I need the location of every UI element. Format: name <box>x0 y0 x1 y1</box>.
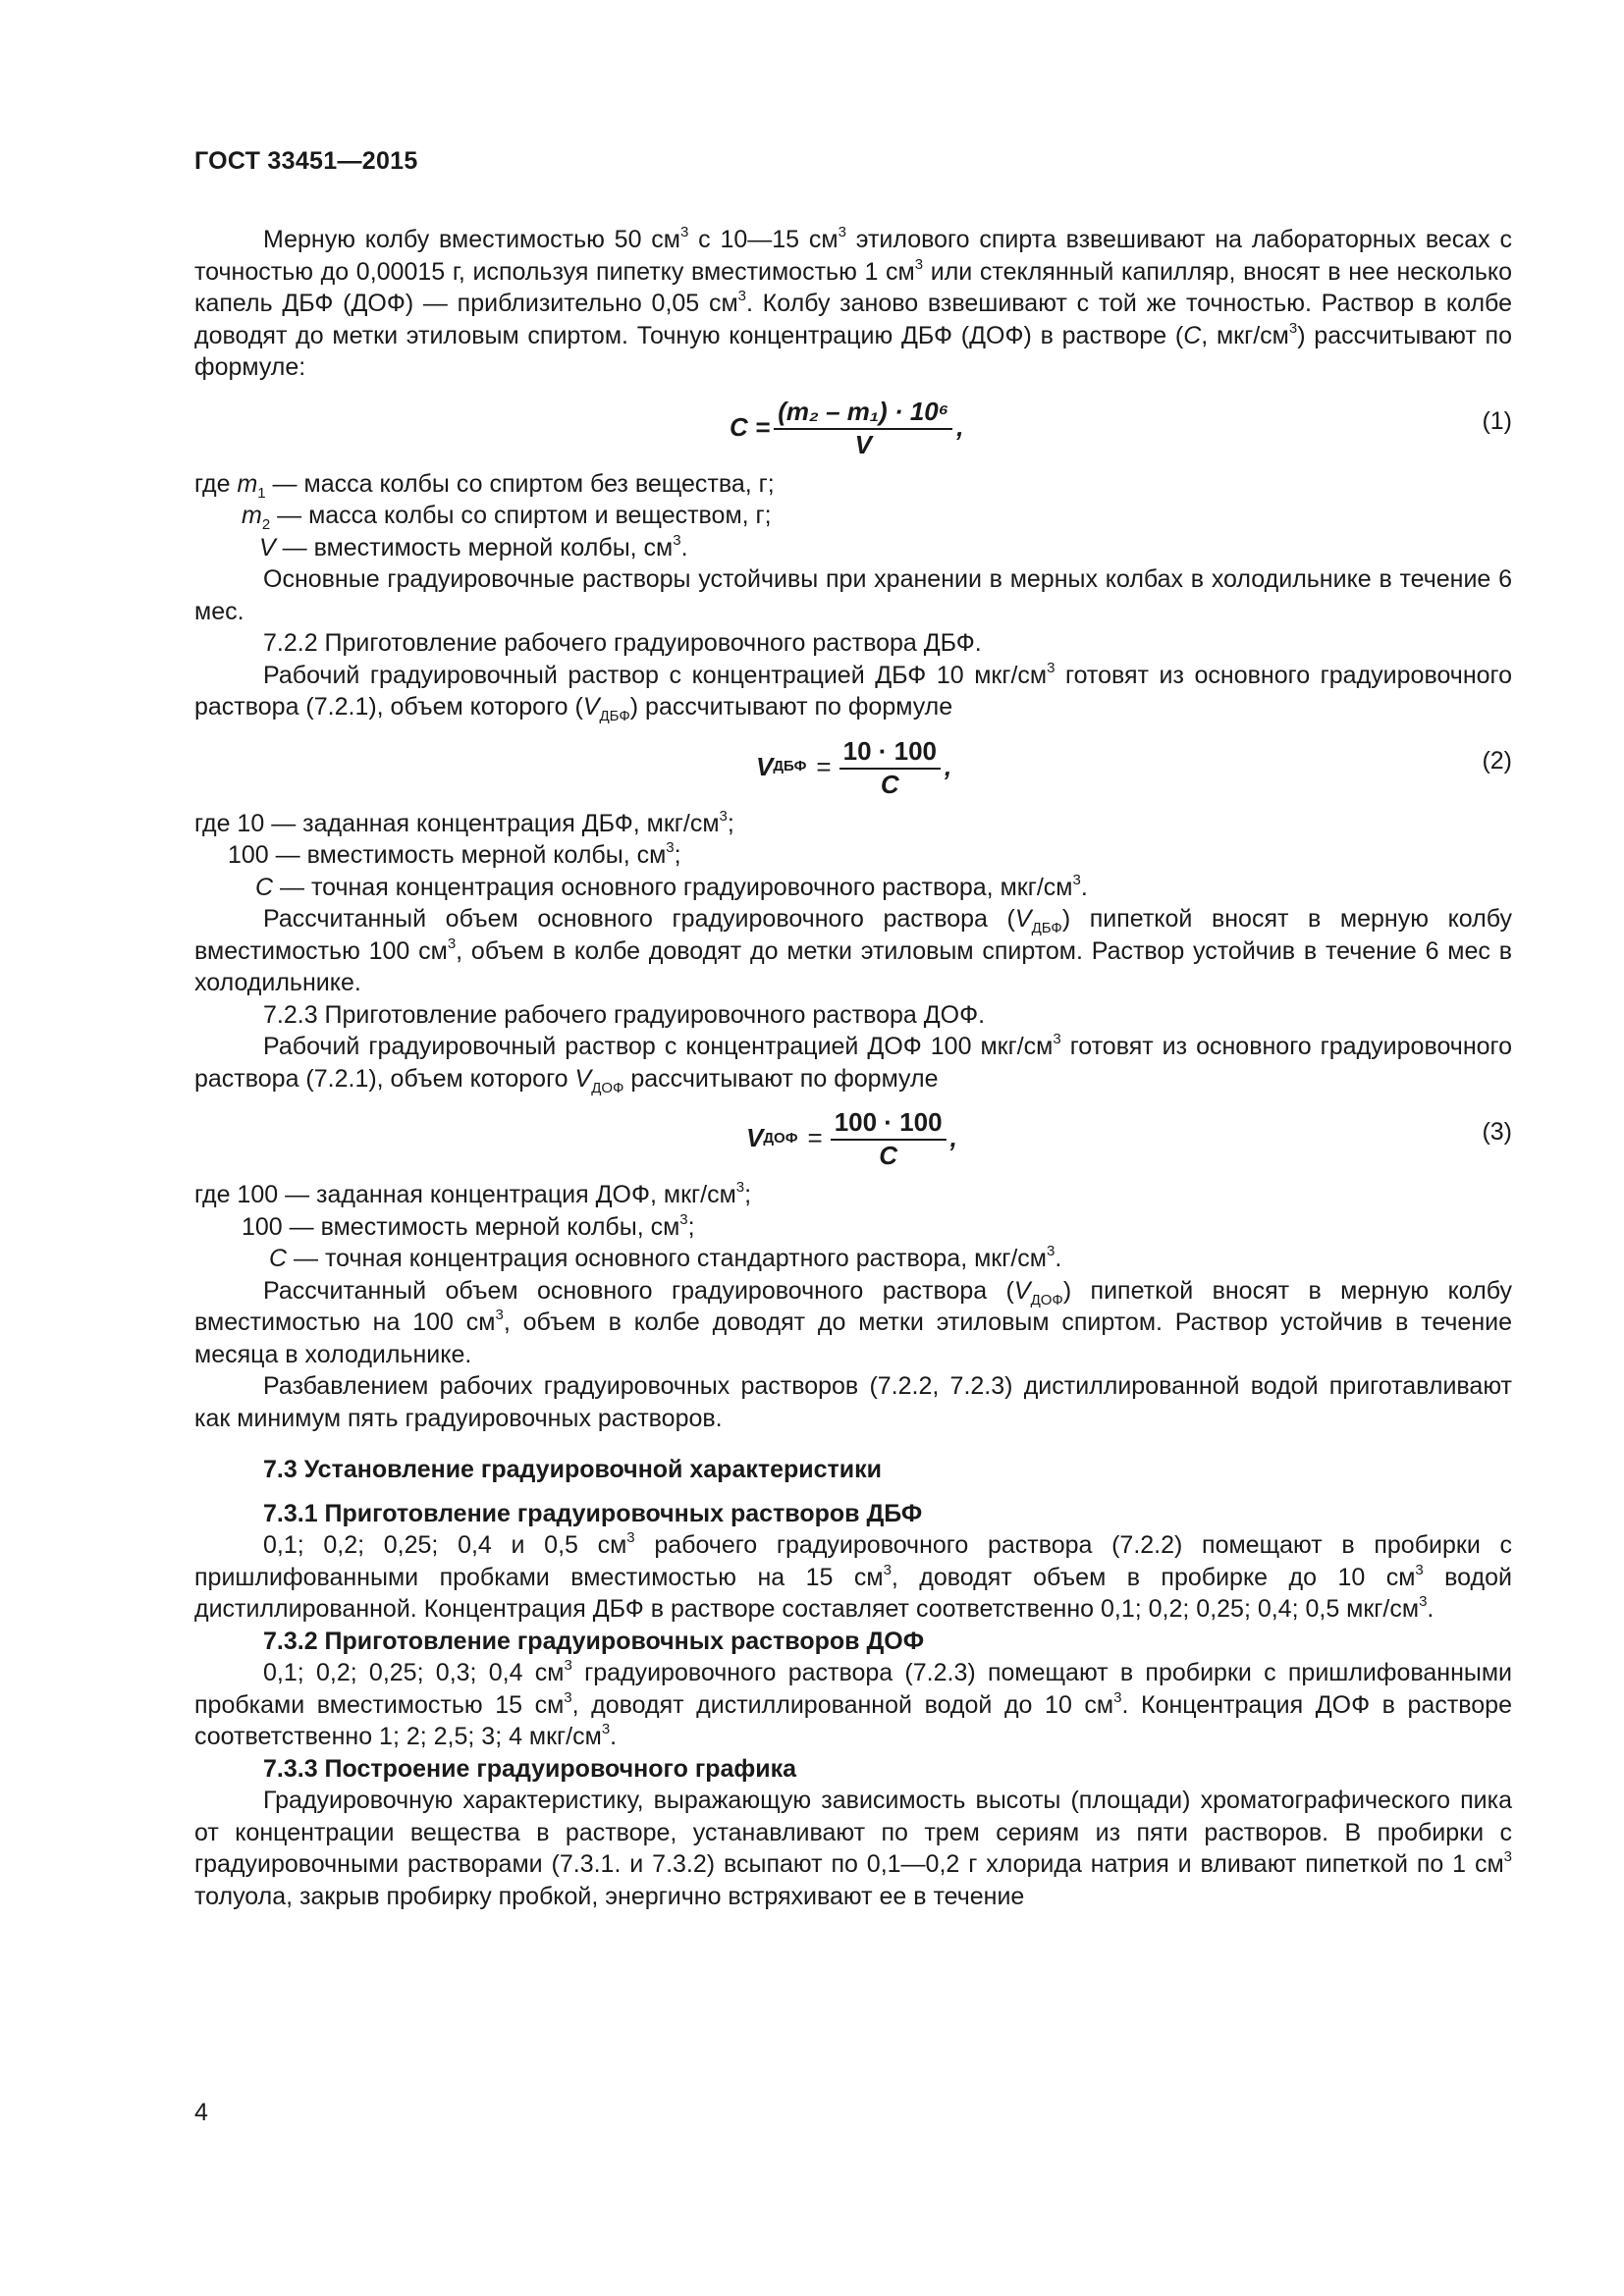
formula-2: V ДБФ = $\frac{10 \cdot 100}{C}$ , (2) <box>756 735 1512 799</box>
formula-2-lhs: V <box>756 751 774 781</box>
formula-3-numerator: 100 · 100 <box>831 1106 947 1141</box>
formula-2-denominator: C <box>880 769 899 799</box>
formula-3: V ДОФ = $\frac{100 \cdot 100}{C}$ , (3) <box>746 1107 1512 1170</box>
paragraph-calibration-graph: Градуировочную характеристику, выражающую зависимость высоты (площади) хроматографического пика от концентрации вещества в растворе, устанавливают по трем сериям из пяти растворов. В пробирки с градуировочными растворами (7.3.1. и 7.3.2) всыпают по 0,1—0,2 г хлорида натрия и вливают пипеткой по 1 $см^3$ толуола, закрыв пробирку пробкой, энергично встряхивают ее в течение <box>194 1787 1512 1910</box>
formula-1-number: (1) <box>1482 406 1512 435</box>
legend-row: С — точная концентрация основного градуировочного раствора, мкг/$см^3$. <box>255 871 1088 901</box>
section-heading-7-3-3: 7.3.3 Построение градуировочного графика <box>263 1754 797 1783</box>
paragraph-storage: Основные градуировочные растворы устойчивы при хранении в мерных колбах в холодильнике в течение 6 мес. <box>194 565 1512 625</box>
formula-2-fraction <box>839 735 941 799</box>
section-heading-7-3-1: 7.3.1 Приготовление градуировочных растворов ДБФ <box>263 1499 923 1527</box>
formula-3-lhs: V <box>746 1123 764 1153</box>
formula-1: С = $\frac{\text{(m₂ – m₁) · 10⁶}}{V}$ , (1) <box>730 396 1512 459</box>
paragraph-dbf-working: Рабочий градуировочный раствор с концентрацией ДБФ 10 мкг/$см^3$ готовят из основного градуировочного раствора (7.2.1), объем которого $(V_{ДБФ})$ рассчитывают по формуле <box>194 659 1513 724</box>
legend-row: $m_2$ — масса колбы со спиртом и веществом, г; <box>242 502 772 533</box>
legend-row: V — вместимость мерной колбы, $см^3$. <box>259 531 688 561</box>
legend-row: где 100 — заданная концентрация ДОФ, мкг/$см^3$; <box>194 1179 752 1208</box>
paragraph-dilution: Разбавлением рабочих градуировочных растворов (7.2.2, 7.2.3) дистиллированной водой приготавливают как минимум пять градуировочных растворов. <box>194 1372 1512 1432</box>
formula-2-number: (2) <box>1482 746 1512 774</box>
formula-3-denominator: C <box>879 1141 898 1170</box>
formula-3-fraction <box>831 1106 947 1170</box>
section-heading-7-3: 7.3 Установление градуировочной характеристики <box>263 1456 883 1483</box>
standard-header: ГОСТ 33451—2015 <box>194 147 418 175</box>
legend-formula-2 <box>194 808 1512 904</box>
formula-1-denominator: V <box>854 429 872 459</box>
clause-7-2-3: 7.2.3 Приготовление рабочего градуировочного раствора ДОФ. <box>263 1000 986 1029</box>
legend-row: 100 — вместимость мерной колбы, $см^3$; <box>228 839 681 869</box>
legend-row: где $m_1$ — масса колбы со спиртом без вещества, г; <box>194 469 775 502</box>
formula-2-numerator: 10 · 100 <box>839 735 941 770</box>
paragraph-dbf-calibration: 0,1; 0,2; 0,25; 0,4 и 0,5 $см^3$ рабочего градуировочного раствора (7.2.2) помещают в пробирки с пришлифованными пробками вместимостью на 15 $см^3$, доводят объем в пробирке до 10 $см^3$ водой дистиллированной. Концентрация ДБФ в растворе составляет соответственно 0,1; 0,2; 0,25; 0,4; 0,5 мкг/$см^3$. <box>194 1529 1512 1623</box>
legend-row: С — точная концентрация основного стандартного раствора, мкг/$см^3$. <box>269 1243 1062 1272</box>
formula-1-numerator: (m₂ – m₁) · 10⁶ <box>774 396 952 430</box>
legend-formula-1 <box>194 468 1512 564</box>
section-heading-7-3-2: 7.3.2 Приготовление градуировочных растворов ДОФ <box>263 1627 925 1655</box>
formula-1-lhs: С = <box>730 411 771 442</box>
legend-formula-3 <box>194 1179 1512 1275</box>
formula-3-number: (3) <box>1482 1118 1512 1146</box>
paragraph-dbf-volume: Рассчитанный объем основного градуировочного раствора $(V_{ДБФ})$ пипеткой вносят в мерную колбу вместимостью 100 $см^3$, объем в колбе доводят до метки этиловым спиртом. Раствор устойчив в течение 6 мес в холодильнике. <box>194 905 1512 996</box>
clause-7-2-2: 7.2.2 Приготовление рабочего градуировочного раствора ДБФ. <box>263 629 982 657</box>
page-number: 4 <box>194 2099 208 2126</box>
paragraph-dof-volume: Рассчитанный объем основного градуировочного раствора $(V_{ДОФ})$ пипеткой вносят в мерную колбу вместимостью на 100 $см^3$, объем в колбе доводят до метки этиловым спиртом. Раствор устойчив в течение месяца в холодильнике. <box>194 1276 1513 1368</box>
paragraph-stock-solution: Мерную колбу вместимостью 50 $см^3$ с 10—15 $см^3$ этилового спирта взвешивают на лабораторных весах с точностью до 0,00015 г, используя пипетку вместимостью 1 $см^3$ или стеклянный капилляр, вносят в нее несколько капель ДБФ (ДОФ) — приблизительно 0,05 $см^3$. Колбу заново взвешивают с той же точностью. Раствор в колбе доводят до метки этиловым спиртом. Точную концентрацию ДБФ (ДОФ) в растворе (С, мкг/$см^3$) рассчитывают по формуле: <box>194 224 1513 381</box>
paragraph-dof-working: Рабочий градуировочный раствор с концентрацией ДОФ 100 мкг/$см^3$ готовят из основного градуировочного раствора (7.2.1), объем которого $V_{ДОФ}$ рассчитывают по формуле <box>194 1031 1513 1096</box>
legend-row: 100 — вместимость мерной колбы, $см^3$; <box>242 1210 695 1241</box>
main-text <box>194 224 1512 1912</box>
paragraph-dof-calibration: 0,1; 0,2; 0,25; 0,3; 0,4 $см^3$ градуировочного раствора (7.2.3) помещают в пробирки с пришлифованными пробками вместимостью 15 $см^3$, доводят дистиллированной водой до 10 $см^3$. Концентрация ДОФ в растворе соответственно 1; 2; 2,5; 3; 4 мкг/$см^3$. <box>194 1657 1512 1750</box>
formula-1-fraction <box>774 396 952 459</box>
legend-row: где 10 — заданная концентрация ДБФ, мкг/$см^3$; <box>194 807 734 837</box>
